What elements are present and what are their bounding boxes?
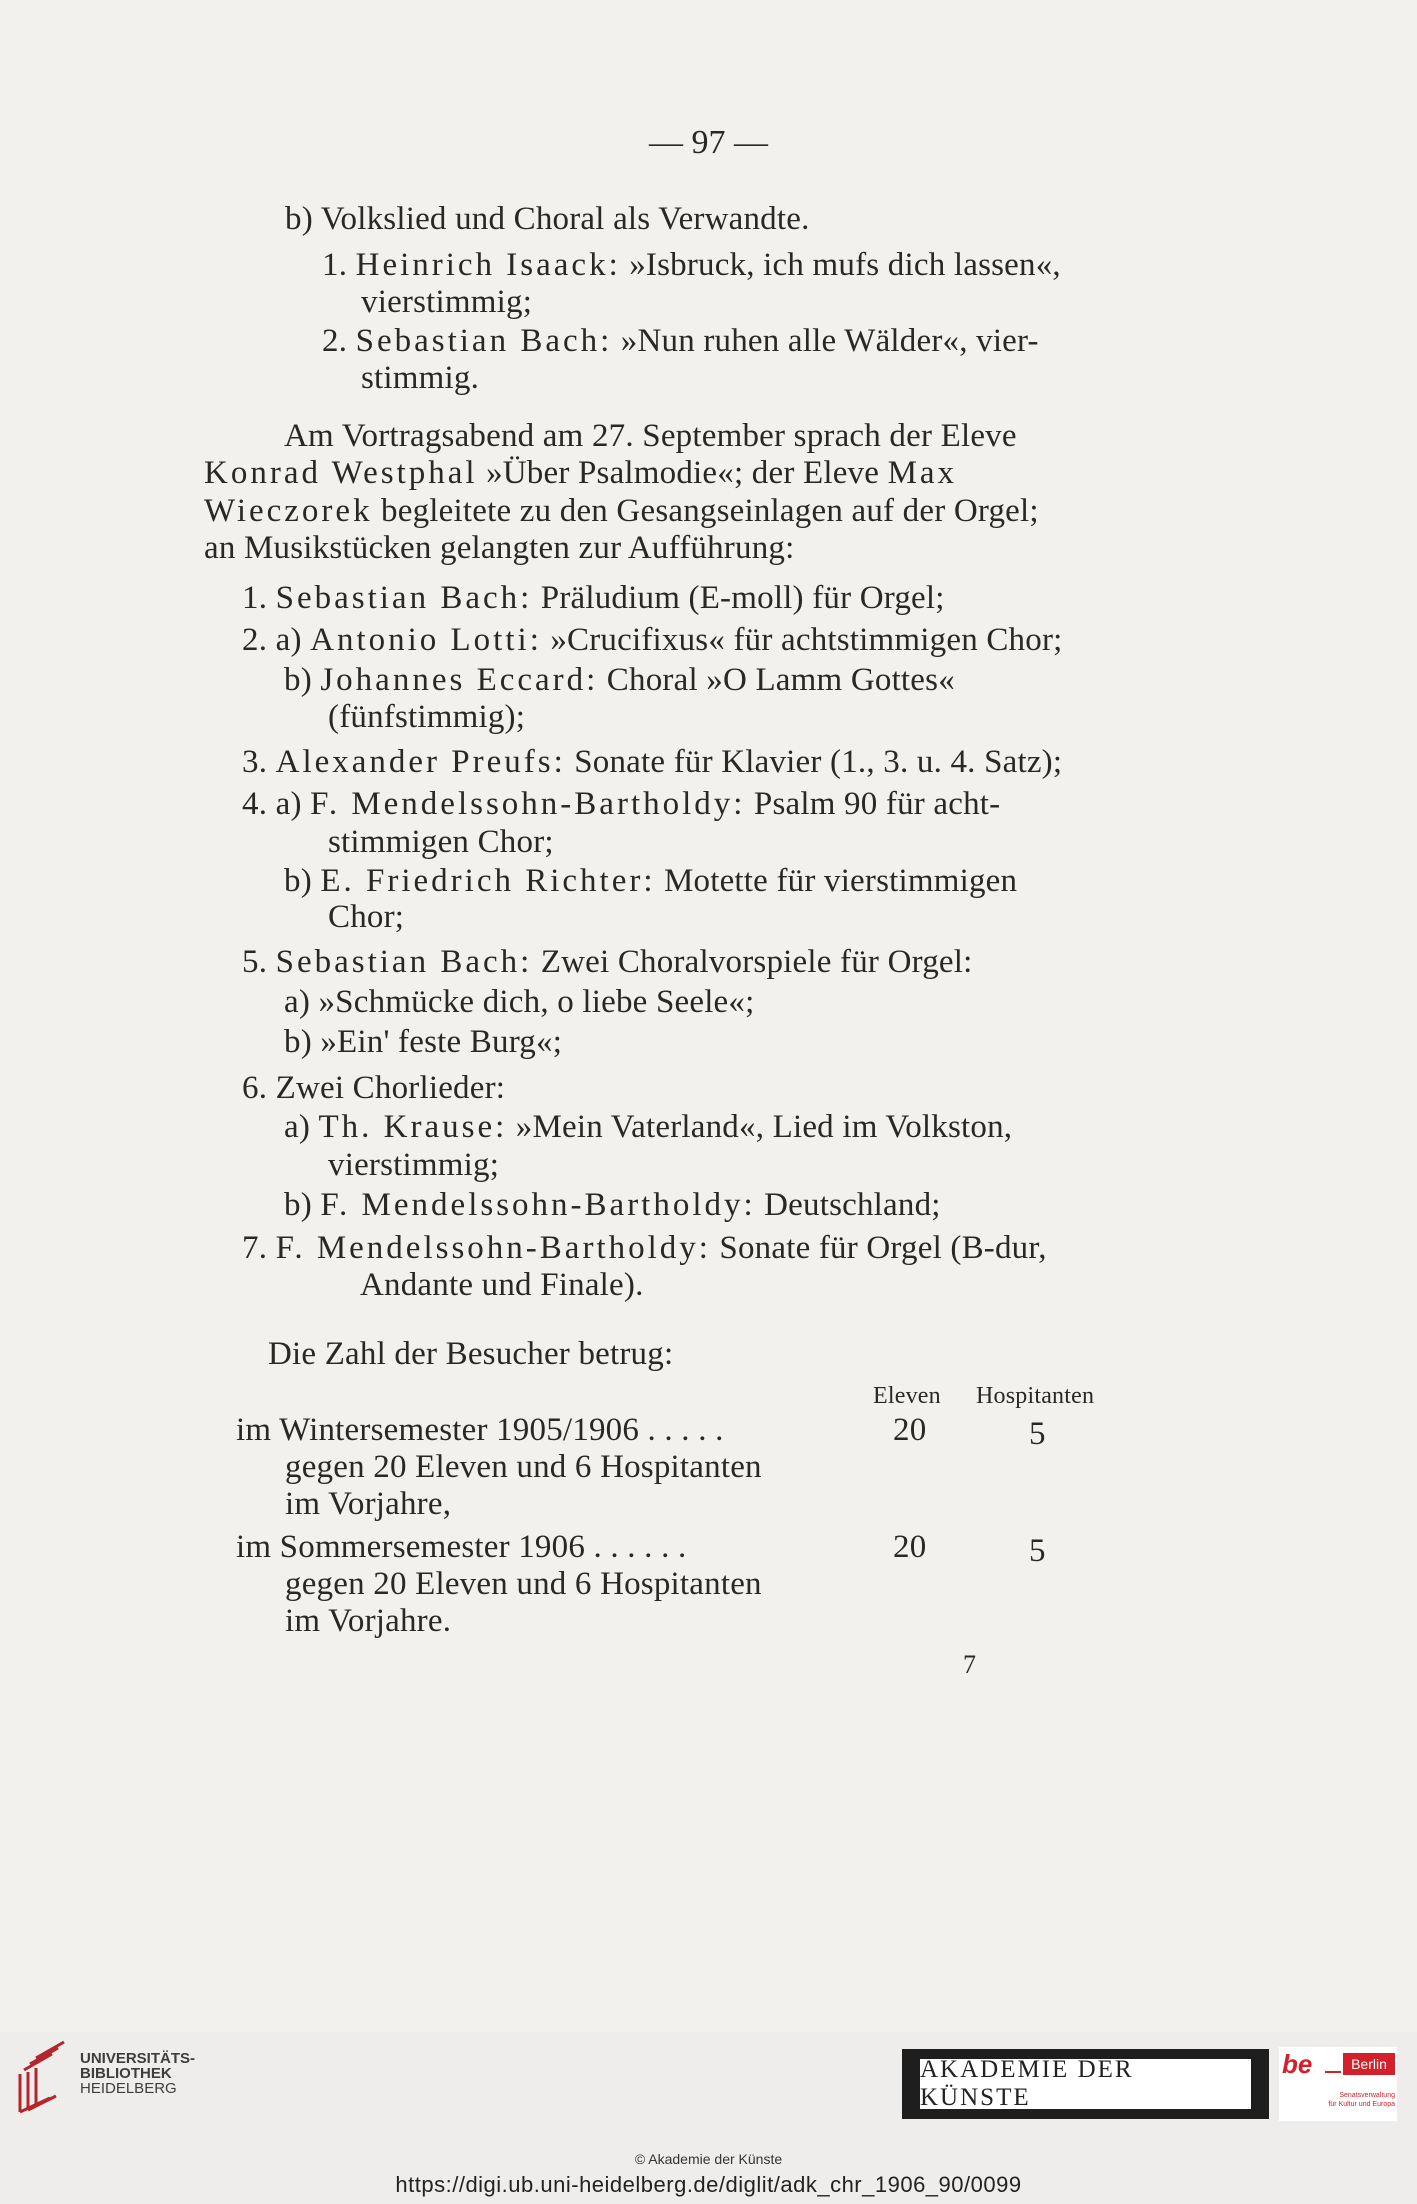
visitor-row-label: im Sommersemester 1906 . . . . . .	[236, 1529, 687, 1565]
composer-name: Sebastian Bach:	[355, 323, 613, 359]
program-item-6b	[284, 1186, 941, 1224]
program-item-2a	[242, 621, 1063, 659]
person-name: Wieczorek	[204, 493, 373, 529]
person-name: Max	[887, 455, 958, 491]
sub-label: b)	[284, 662, 312, 698]
visitor-row-label: im Wintersemester 1905/1906 . . . . .	[236, 1412, 724, 1448]
work-title: »Crucifixus« für achtstimmigen Chor;	[550, 622, 1063, 658]
list-item-2	[322, 322, 1039, 360]
item-number: 7.	[242, 1230, 268, 1266]
work-title: »Nun ruhen alle Wälder«, vier-	[620, 323, 1039, 359]
library-name-line: HEIDELBERG	[80, 2080, 177, 2097]
program-item-4a	[242, 785, 1000, 823]
berlin-senate-logo[interactable]	[1279, 2047, 1397, 2121]
library-name-line: UNIVERSITÄTS-	[80, 2050, 196, 2067]
list-item-1	[322, 246, 1061, 284]
column-header-hospitanten: Hospitanten	[976, 1383, 1095, 1409]
work-title: Motette für vierstimmigen	[663, 863, 1018, 899]
visitor-row-eleven: 20	[893, 1412, 927, 1448]
visitor-row-note: gegen 20 Eleven und 6 Hospitanten	[285, 1566, 762, 1602]
berlin-be-mark: be	[1282, 2049, 1313, 2079]
program-item-4b	[284, 862, 1017, 900]
visitor-row-note: im Vorjahre,	[285, 1486, 452, 1522]
visitor-row-hospitanten: 5	[1029, 1533, 1046, 1569]
berlin-logo-subtitle	[1309, 2091, 1395, 2109]
work-title: »Mein Vaterland«, Lied im Volkston,	[515, 1109, 1013, 1145]
composer-name: Johannes Eccard:	[320, 662, 599, 698]
paragraph-line-3	[204, 492, 1039, 530]
item-number: 5.	[242, 944, 268, 980]
work-title: Zwei Chorlieder:	[275, 1070, 506, 1106]
visitor-row-hospitanten: 5	[1029, 1416, 1046, 1452]
person-name: Konrad Westphal	[204, 455, 478, 491]
page-number: — 97 —	[649, 124, 768, 161]
sub-label: b)	[284, 863, 312, 899]
program-item-2b	[284, 661, 955, 699]
berlin-subtitle-line: für Kultur und Europa	[1328, 2101, 1395, 2108]
work-title: Psalm 90 für acht-	[753, 786, 1001, 822]
academy-logo-text: AKADEMIE DER KÜNSTE	[920, 2059, 1251, 2109]
berlin-subtitle-line: Senatsverwaltung	[1339, 2092, 1395, 2099]
paragraph-line-2	[204, 454, 957, 492]
program-item-7-cont: Andante und Finale).	[360, 1267, 644, 1303]
program-item-5	[242, 943, 973, 981]
list-item-2-cont: stimmig.	[361, 360, 480, 396]
item-number: 1.	[322, 247, 348, 283]
program-item-5a: a) »Schmücke dich, o liebe Seele«;	[284, 984, 755, 1020]
program-item-4b-cont: Chor;	[328, 899, 405, 935]
program-item-2b-cont: (fünfstimmig);	[328, 699, 526, 735]
composer-name: F. Mendelssohn-Bartholdy:	[275, 1230, 711, 1266]
composer-name: Alexander Preufs:	[275, 744, 566, 780]
library-name[interactable]	[80, 2051, 195, 2096]
program-item-6a-cont: vierstimmig;	[328, 1147, 500, 1183]
item-number: 1.	[242, 580, 268, 616]
composer-name: Heinrich Isaack:	[355, 247, 621, 283]
item-number: 3.	[242, 744, 268, 780]
sub-label: b)	[284, 1187, 312, 1223]
item-number: 4.	[242, 786, 268, 822]
composer-name: E. Friedrich Richter:	[320, 863, 656, 899]
composer-name: Th. Krause:	[318, 1109, 508, 1145]
copyright-notice: © Akademie der Künste	[634, 2151, 783, 2167]
program-item-4a-cont: stimmigen Chor;	[328, 824, 554, 860]
program-item-6	[242, 1069, 505, 1107]
academy-logo[interactable]	[902, 2049, 1269, 2119]
program-item-5b: b) »Ein' feste Burg«;	[284, 1024, 563, 1060]
composer-name: F. Mendelssohn-Bartholdy:	[320, 1187, 756, 1223]
composer-name: Antonio Lotti:	[310, 622, 542, 658]
work-title: Choral »O Lamm Gottes«	[606, 662, 955, 698]
paragraph-line-4: an Musikstücken gelangten zur Aufführung:	[204, 530, 795, 566]
item-number: 2.	[242, 622, 268, 658]
composer-name: Sebastian Bach:	[275, 944, 533, 980]
paragraph-text: »Über Psalmodie«; der Eleve	[486, 455, 880, 491]
visitor-row-note: im Vorjahre.	[285, 1603, 452, 1639]
sub-label: a)	[284, 1109, 311, 1145]
berlin-red-badge: Berlin	[1343, 2053, 1395, 2075]
section-heading: b) Volkslied und Choral als Verwandte.	[285, 201, 810, 237]
visitor-row-note: gegen 20 Eleven und 6 Hospitanten	[285, 1449, 762, 1485]
paragraph-line-1: Am Vortragsabend am 27. September sprach der Eleve	[284, 418, 1017, 454]
sub-label: a)	[275, 622, 302, 658]
program-item-1	[242, 579, 945, 617]
program-item-3	[242, 743, 1062, 781]
work-title: Sonate für Klavier (1., 3. u. 4. Satz);	[574, 744, 1063, 780]
berlin-bars-icon	[1325, 2057, 1341, 2073]
paragraph-text: begleitete zu den Gesangseinlagen auf der Orgel;	[381, 493, 1039, 529]
program-item-6a	[284, 1108, 1012, 1146]
work-title: Zwei Choralvorspiele für Orgel:	[540, 944, 973, 980]
permalink-url[interactable]: https://digi.ub.uni-heidelberg.de/diglit/adk_chr_1906_90/0099	[395, 2172, 1022, 2197]
list-item-1-cont: vierstimmig;	[361, 284, 533, 320]
sub-label: a)	[275, 786, 302, 822]
visitor-intro: Die Zahl der Besucher betrug:	[268, 1336, 674, 1372]
composer-name: F. Mendelssohn-Bartholdy:	[310, 786, 746, 822]
item-number: 6.	[242, 1070, 268, 1106]
composer-name: Sebastian Bach:	[275, 580, 533, 616]
signature-mark: 7	[963, 1650, 977, 1679]
library-name-line: BIBLIOTHEK	[80, 2065, 172, 2082]
column-header-eleven: Eleven	[873, 1383, 941, 1409]
program-item-7	[242, 1229, 1047, 1267]
work-title: Deutschland;	[764, 1187, 941, 1223]
visitor-row-eleven: 20	[893, 1529, 927, 1565]
item-number: 2.	[322, 323, 348, 359]
work-title: »Isbruck, ich mufs dich lassen«,	[629, 247, 1061, 283]
work-title: Präludium (E-moll) für Orgel;	[540, 580, 945, 616]
work-title: Sonate für Orgel (B-dur,	[719, 1230, 1047, 1266]
